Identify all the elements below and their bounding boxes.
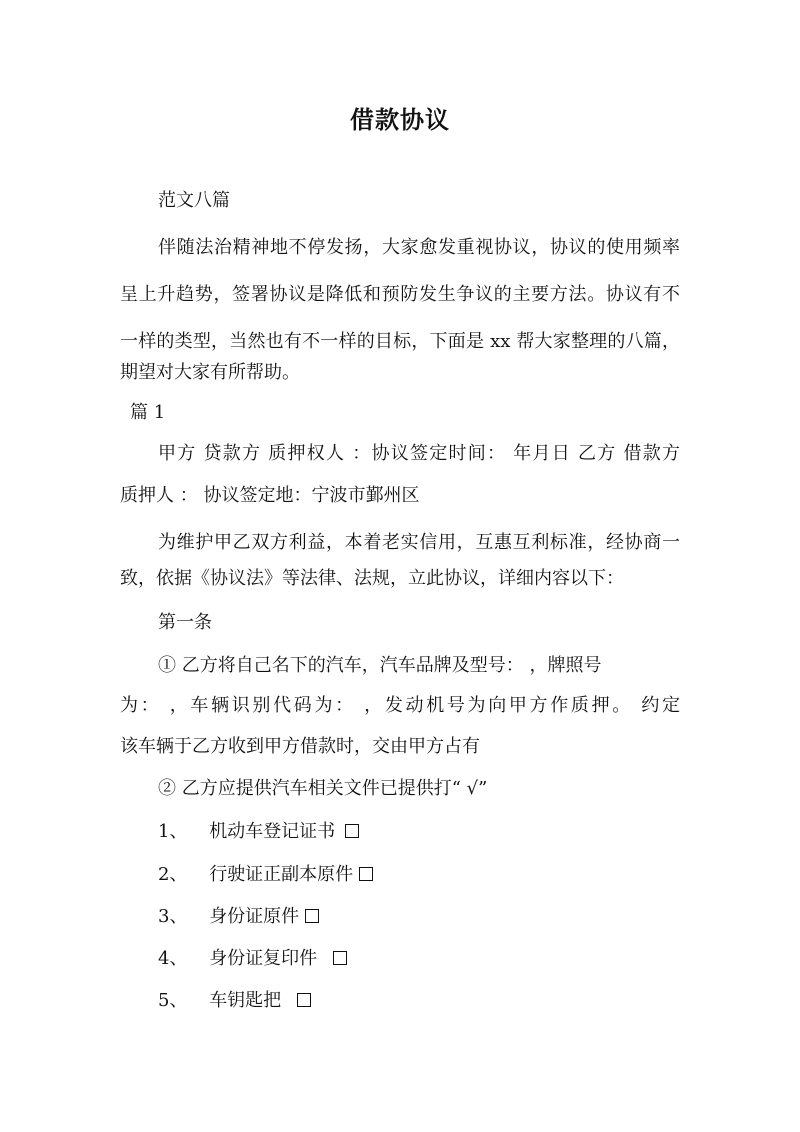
checklist-label: 车钥匙把 [209, 990, 282, 1011]
preamble-line-2: 致，依据《协议法》等法律、法规，立此协议，详细内容以下： [120, 568, 624, 589]
preamble-line-1: 为维护甲乙双方利益，本着老实信用，互惠互利标准，经协商一 [158, 532, 680, 553]
checkbox-icon [359, 867, 373, 881]
checkbox-icon [305, 909, 319, 923]
parties-line-1: 甲方 贷款方 质押权人 ：协议签定时间： 年月日 乙方 借款方 [158, 443, 680, 464]
section-label: 篇 1 [130, 402, 166, 423]
clause-1-line-2: 为： ，车辆识别代码为： ，发动机号为向甲方作质押。 约定 [120, 695, 680, 716]
checklist-label: 身份证复印件 [209, 948, 318, 969]
checklist-label: 身份证原件 [209, 906, 300, 927]
checklist-number: 3、 [158, 906, 188, 927]
intro-line-1: 伴随法治精神地不停发扬，大家愈发重视协议，协议的使用频率 [158, 237, 680, 258]
checklist-label: 机动车登记证书 [209, 821, 336, 842]
checklist-number: 2、 [158, 864, 188, 885]
intro-line-3: 一样的类型，当然也有不一样的目标，下面是 xx 帮大家整理的八篇， [120, 331, 680, 352]
checklist-item [158, 946, 347, 972]
intro-line-4: 期望对大家有所帮助。 [120, 362, 300, 383]
checklist-number: 5、 [158, 990, 188, 1011]
checklist-number: 4、 [158, 948, 188, 969]
document-title: 借款协议 [350, 105, 450, 134]
clause-1-line-3: 该车辆于乙方收到甲方借款时，交由甲方占有 [120, 736, 480, 757]
article-label: 第一条 [158, 612, 212, 633]
intro-line-2: 呈上升趋势，签署协议是降低和预防发生争议的主要方法。协议有不 [120, 284, 680, 305]
checkbox-icon [345, 824, 359, 838]
checklist-item [158, 904, 319, 930]
checklist-item [158, 862, 373, 888]
checklist-number: 1、 [158, 821, 188, 842]
checkbox-icon [297, 993, 311, 1007]
parties-line-2: 质押人 ： 协议签定地：宁波市鄞州区 [120, 485, 420, 506]
clause-1-line-1: ① 乙方将自己名下的汽车，汽车品牌及型号： ，牌照号 [158, 655, 602, 676]
clause-2: ② 乙方应提供汽车相关文件已提供打“ √” [158, 778, 488, 799]
checklist-item [158, 988, 311, 1014]
checklist-label: 行驶证正副本原件 [209, 864, 354, 885]
checkbox-icon [333, 951, 347, 965]
checklist-item [158, 819, 359, 845]
subtitle: 范文八篇 [158, 190, 230, 211]
